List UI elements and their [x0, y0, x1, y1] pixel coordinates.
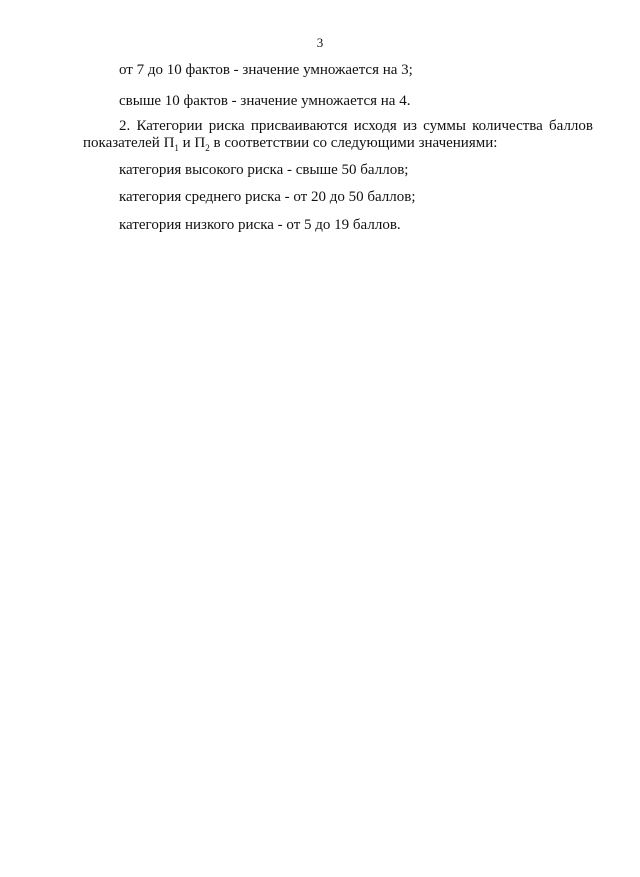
paragraph-line: 2. Категории риска присваиваются исходя из суммы количества баллов [119, 118, 593, 134]
page-number: 3 [316, 35, 324, 50]
text-fragment: и П [178, 135, 206, 151]
text-fragment: показателей П [83, 135, 175, 151]
paragraph-factor-over-10: свыше 10 фактов - значение умножается на 4. [119, 93, 411, 109]
paragraph-risk-categories-intro [83, 118, 593, 152]
paragraph-high-risk: категория высокого риска - свыше 50 баллов; [119, 162, 409, 178]
paragraph-medium-risk: категория среднего риска - от 20 до 50 баллов; [119, 189, 416, 205]
subscript: 2 [205, 143, 210, 153]
subscript: 1 [174, 143, 179, 153]
paragraph-line [83, 135, 593, 152]
paragraph-low-risk: категория низкого риска - от 5 до 19 баллов. [119, 217, 401, 233]
paragraph-factor-7-10: от 7 до 10 фактов - значение умножается на 3; [119, 62, 413, 78]
text-fragment: в соответствии со следующими значениями: [209, 135, 498, 151]
